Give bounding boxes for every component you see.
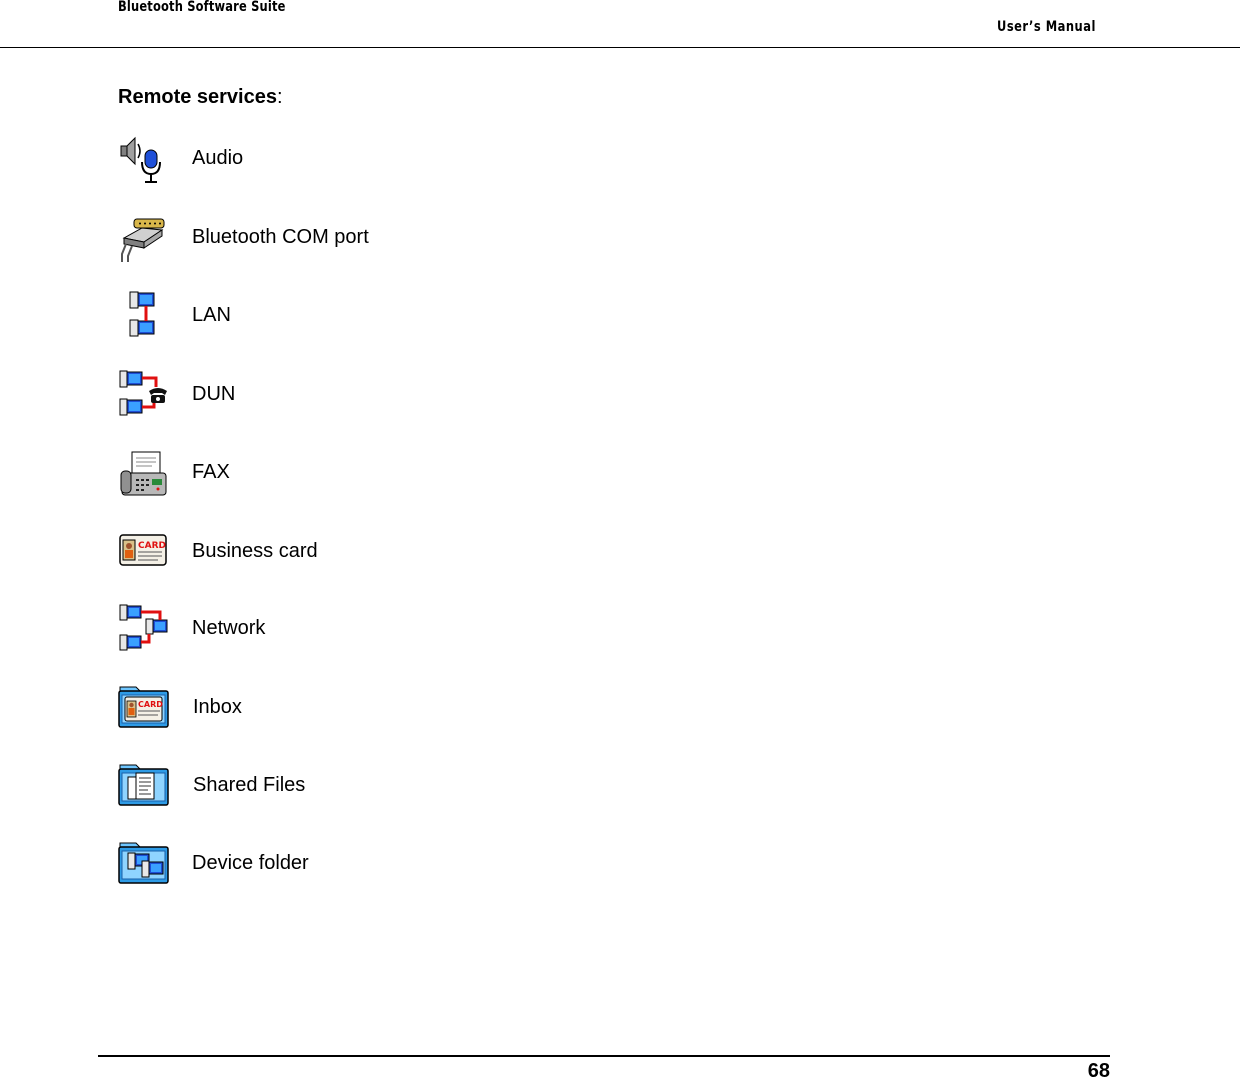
service-label: Inbox: [193, 696, 242, 718]
service-label: LAN: [192, 304, 231, 326]
header-manual-title: User’s Manual: [997, 19, 1096, 35]
service-label: Business card: [192, 540, 318, 562]
svg-text:CARD: CARD: [138, 700, 163, 709]
network-icon: [118, 603, 170, 655]
service-item-audio: [0, 134, 700, 194]
service-label: FAX: [192, 461, 230, 483]
com-port-icon: [118, 214, 170, 266]
svg-text:CARD: CARD: [138, 541, 166, 551]
business-card-icon: [118, 528, 170, 580]
shared-files-folder-icon: [118, 761, 170, 813]
inbox-folder-icon: [118, 683, 170, 735]
service-label: Bluetooth COM port: [192, 226, 369, 248]
section-title: Remote services: [118, 86, 277, 108]
service-item-lan: [0, 290, 700, 350]
audio-icon: [118, 134, 170, 186]
service-label: Audio: [192, 147, 244, 169]
service-item-inbox: [0, 683, 700, 743]
device-folder-icon: [118, 839, 170, 891]
footer-rule: [98, 1055, 1110, 1057]
service-item-dun: [0, 369, 700, 429]
lan-icon: [118, 290, 170, 342]
service-item-com-port: [0, 214, 700, 274]
service-label: Device folder: [192, 852, 309, 874]
service-label: Shared Files: [193, 774, 306, 796]
service-label: Network: [192, 617, 266, 639]
service-label: DUN: [192, 383, 236, 405]
section-heading: [118, 86, 283, 109]
fax-icon: [118, 449, 170, 501]
service-item-device-folder: [0, 839, 700, 899]
dun-icon: [118, 369, 170, 421]
service-item-business-card: [0, 528, 700, 588]
header-rule: [0, 47, 1240, 48]
service-item-shared-files: [0, 761, 700, 821]
section-title-colon: :: [276, 86, 283, 108]
service-item-network: [0, 603, 700, 663]
header-document-title: Bluetooth Software Suite: [118, 0, 286, 15]
service-item-fax: [0, 449, 700, 509]
page-number: 68: [1087, 1060, 1110, 1082]
